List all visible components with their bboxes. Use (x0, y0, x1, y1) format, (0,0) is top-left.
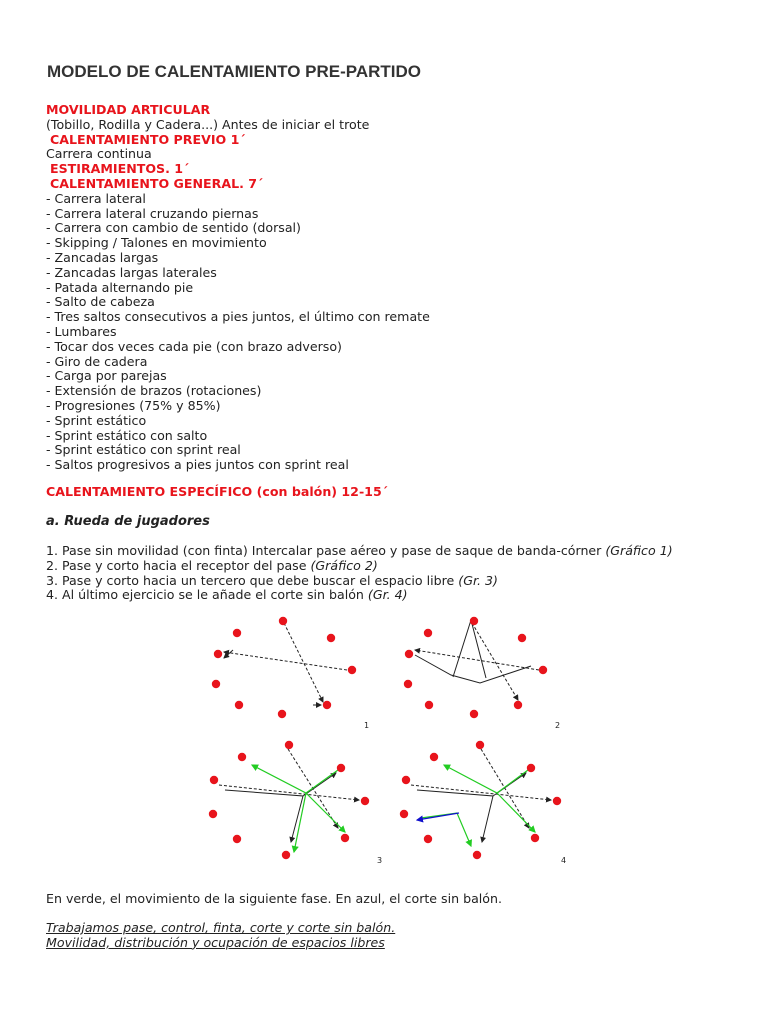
player-dot (424, 629, 432, 637)
move-arrow (224, 650, 233, 658)
player-dot (553, 797, 561, 805)
intro-section (46, 103, 746, 473)
run-path (225, 790, 303, 842)
player-dot (527, 764, 535, 772)
next-phase-arrow (444, 765, 528, 793)
player-dot (425, 701, 433, 709)
exercise-item: - Skipping / Talones en movimiento (46, 235, 267, 251)
step-text: 2. Pase y corto hacia el receptor del pase (46, 557, 311, 573)
exercise-item: - Carrera lateral (46, 190, 146, 206)
player-dot (233, 835, 241, 843)
player-dot (214, 650, 222, 658)
exercise-item: - Sprint estático (46, 412, 147, 428)
exercise-list (46, 192, 746, 473)
player-dot (404, 680, 412, 688)
next-phase-arrow (306, 793, 345, 832)
step-ref: (Gráfico 2) (310, 557, 378, 573)
previo-text: Carrera continua (46, 146, 152, 162)
general-heading: CALENTAMIENTO GENERAL. 7´ (50, 175, 264, 191)
exercise-item: - Progresiones (75% y 85%) (46, 397, 221, 413)
player-wheel-diagram (195, 610, 585, 870)
player-dot (278, 710, 286, 718)
estiramientos-heading: ESTIRAMIENTOS. 1´ (50, 161, 190, 177)
exercise-item: - Tres saltos consecutivos a pies juntos, el último con remate (46, 309, 430, 325)
rueda-subheading-block (46, 515, 746, 530)
next-phase-arrow (497, 793, 535, 832)
conclusion-line: Movilidad, distribución y ocupación de espacios libres (46, 934, 385, 950)
graphic-2-label: 2 (555, 721, 561, 730)
graphic-3 (209, 741, 369, 859)
exercise-item: - Carrera lateral cruzando piernas (46, 205, 259, 221)
exercise-item: - Sprint estático con sprint real (46, 442, 241, 458)
page-title: MODELO DE CALENTAMIENTO PRE-PARTIDO (47, 62, 421, 81)
exercise-item: - Extensión de brazos (rotaciones) (46, 383, 262, 399)
run-path (417, 790, 493, 842)
player-dot (235, 701, 243, 709)
especifico-heading: CALENTAMIENTO ESPECÍFICO (con balón) 12-15´ (46, 484, 388, 499)
player-dot (285, 741, 293, 749)
graphic-1 (212, 617, 356, 718)
step-text: 1. Pase sin movilidad (con finta) Intercalar pase aéreo y pase de saque de banda-córner (46, 543, 606, 558)
step-ref: (Gr. 3) (458, 572, 498, 588)
player-dot (323, 701, 331, 709)
player-dot (337, 764, 345, 772)
exercise-item: - Saltos progresivos a pies juntos con sprint real (46, 457, 349, 473)
blind-run-arrow (417, 813, 459, 820)
next-phase-arrow (252, 765, 338, 793)
exercise-item: - Zancadas largas laterales (46, 264, 217, 280)
player-dot (233, 629, 241, 637)
steps-list (46, 544, 746, 603)
exercise-item: - Salto de cabeza (46, 294, 155, 310)
run-path (453, 620, 486, 678)
step-item (46, 588, 746, 603)
player-dot (470, 710, 478, 718)
player-dot (402, 776, 410, 784)
player-dot (400, 810, 408, 818)
player-dot (473, 851, 481, 859)
pass-arrow (415, 650, 539, 670)
exercise-item: - Lumbares (46, 323, 117, 339)
step-ref: (Gráfico 1) (605, 543, 673, 558)
player-dot (531, 834, 539, 842)
step-item (46, 544, 746, 559)
graphic-4 (400, 741, 561, 859)
player-dot (405, 650, 413, 658)
exercise-item: - Tocar dos veces cada pie (con brazo adverso) (46, 338, 342, 354)
step-text: 3. Pase y corto hacia un tercero que debe buscar el espacio libre (46, 572, 459, 588)
previo-heading: CALENTAMIENTO PREVIO 1´ (50, 131, 246, 147)
rueda-subheading: a. Rueda de jugadores (46, 514, 210, 529)
player-dot (539, 666, 547, 674)
graphic-4-label: 4 (561, 856, 567, 865)
step-item (46, 559, 746, 574)
player-dot (476, 741, 484, 749)
step-ref: (Gr. 4) (367, 587, 408, 603)
pass-arrow (224, 652, 347, 670)
player-dot (282, 851, 290, 859)
pass-arrow (219, 785, 359, 800)
player-dot (238, 753, 246, 761)
legend-block (46, 892, 746, 907)
player-dot (341, 834, 349, 842)
pass-arrow (284, 623, 323, 702)
player-dot (514, 701, 522, 709)
movilidad-heading: MOVILIDAD ARTICULAR (46, 102, 211, 117)
player-dot (279, 617, 287, 625)
player-dot (327, 634, 335, 642)
movilidad-text: (Tobillo, Rodilla y Cadera...) Antes de iniciar el trote (46, 116, 370, 132)
player-dot (209, 810, 217, 818)
especifico-heading-block (46, 485, 746, 500)
graphic-2 (404, 617, 547, 718)
player-dot (361, 797, 369, 805)
player-dot (424, 835, 432, 843)
player-dot (348, 666, 356, 674)
player-dot (470, 617, 478, 625)
run-path (303, 773, 336, 796)
exercise-item: - Carga por parejas (46, 368, 167, 384)
exercise-item: - Sprint estático con salto (46, 427, 208, 443)
step-text: 4. Al último ejercicio se le añade el corte sin balón (46, 587, 368, 603)
exercise-item: - Zancadas largas (46, 249, 159, 265)
player-dot (212, 680, 220, 688)
exercise-item: - Carrera con cambio de sentido (dorsal) (46, 220, 301, 236)
diagram-legend: En verde, el movimiento de la siguiente fase. En azul, el corte sin balón. (46, 891, 503, 906)
graphic-3-label: 3 (377, 856, 383, 865)
player-dot (210, 776, 218, 784)
exercise-item: - Giro de cadera (46, 353, 148, 369)
exercise-item: - Patada alternando pie (46, 279, 194, 295)
pass-arrow (472, 623, 518, 700)
conclusion-block (46, 921, 746, 951)
graphic-1-label: 1 (364, 721, 370, 730)
conclusion-line: Trabajamos pase, control, finta, corte y corte sin balón. (46, 920, 396, 935)
step-item (46, 574, 746, 589)
player-dot (430, 753, 438, 761)
pass-arrow (411, 785, 551, 800)
player-dot (518, 634, 526, 642)
